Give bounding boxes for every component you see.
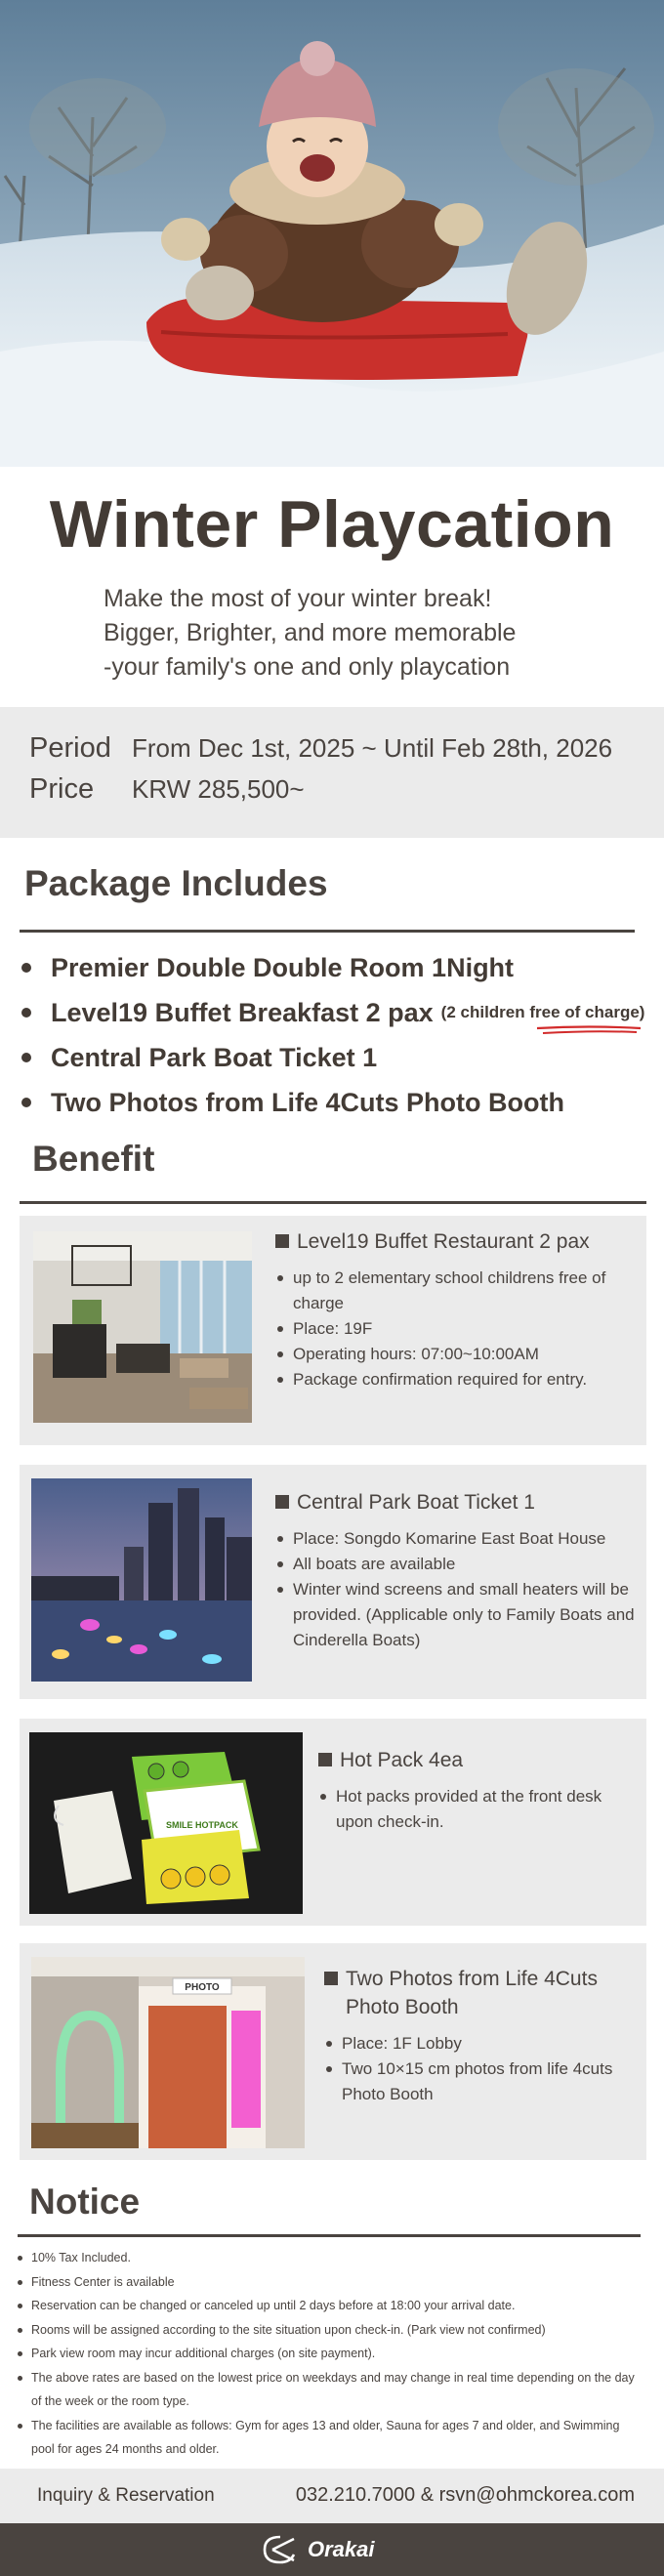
photo-booth-photo bbox=[31, 1957, 305, 2148]
footer bbox=[0, 2523, 664, 2576]
bullet-dot bbox=[21, 1098, 31, 1107]
list-item: All boats are available bbox=[275, 1552, 646, 1577]
period-label: Period bbox=[29, 732, 111, 764]
card-title bbox=[275, 1227, 637, 1256]
benefit-card-boat bbox=[20, 1465, 646, 1699]
square-bullet-icon bbox=[324, 1972, 338, 1985]
list-item: The above rates are based on the lowest price on weekdays and may change in real time depending on the day of the week or the room type. bbox=[18, 2366, 643, 2414]
card-title-text: Level19 Buffet Restaurant 2 pax bbox=[297, 1230, 590, 1253]
package-list bbox=[21, 945, 656, 1125]
list-item: Hot packs provided at the front desk upon check-in. bbox=[318, 1784, 641, 1835]
square-bullet-icon bbox=[275, 1495, 289, 1509]
package-item-text: Level19 Buffet Breakfast 2 pax bbox=[51, 997, 434, 1027]
orakai-logo-icon bbox=[259, 2533, 302, 2566]
svg-text:SMILE HOTPACK: SMILE HOTPACK bbox=[166, 1820, 238, 1830]
notice-list bbox=[18, 2246, 643, 2462]
page-title: Winter Playcation bbox=[49, 487, 615, 561]
package-item-text: Two Photos from Life 4Cuts Photo Booth bbox=[51, 1087, 564, 1117]
benefit-card-photobooth bbox=[20, 1943, 646, 2160]
subtitle-line: Bigger, Brighter, and more memorable bbox=[104, 619, 517, 646]
divider bbox=[20, 1201, 646, 1204]
package-item-note-text: (2 children free of charge) bbox=[440, 1003, 645, 1021]
list-item: The facilities are available as follows: Gym for ages 13 and older, Sauna for ages 7 and older, and Swimming pool for ages 24 months and older. bbox=[18, 2414, 643, 2462]
package-item-note bbox=[441, 1003, 645, 1022]
card-bullets bbox=[324, 2031, 637, 2107]
subtitle-line: -your family's one and only playcation bbox=[104, 653, 511, 681]
package-item-text: Central Park Boat Ticket 1 bbox=[51, 1042, 378, 1072]
card-title bbox=[324, 1965, 637, 2021]
card-info bbox=[318, 1746, 641, 1835]
list-item: Rooms will be assigned according to the site situation upon check-in. (Park view not confirmed) bbox=[18, 2318, 643, 2343]
list-item: Fitness Center is available bbox=[18, 2270, 643, 2295]
card-title bbox=[275, 1488, 646, 1517]
period-price-band bbox=[0, 707, 664, 838]
period-value: From Dec 1st, 2025 ~ Until Feb 28th, 2026 bbox=[132, 733, 613, 763]
list-item: Winter wind screens and small heaters will be provided. (Applicable only to Family Boats and Cinderella Boats) bbox=[275, 1577, 646, 1653]
card-bullets bbox=[275, 1526, 646, 1653]
buffet-restaurant-photo bbox=[33, 1231, 252, 1423]
list-item bbox=[21, 990, 656, 1035]
hero-image bbox=[0, 0, 664, 467]
card-bullets bbox=[275, 1266, 637, 1392]
subtitle bbox=[104, 582, 611, 685]
list-item: 10% Tax Included. bbox=[18, 2246, 643, 2270]
red-underline-icon bbox=[535, 1024, 643, 1036]
period-row bbox=[29, 732, 612, 771]
list-item: Reservation can be changed or canceled up until 2 days before at 18:00 your arrival date. bbox=[18, 2294, 643, 2318]
benefit-heading: Benefit bbox=[32, 1139, 155, 1179]
card-info bbox=[324, 1965, 637, 2107]
list-item: Two 10×15 cm photos from life 4cuts Photo Booth bbox=[324, 2057, 637, 2107]
contact-label: Inquiry & Reservation bbox=[37, 2485, 215, 2506]
contact-link[interactable]: 032.210.7000 & rsvn@ohmckorea.com bbox=[295, 2484, 635, 2506]
subtitle-line: Make the most of your winter break! bbox=[104, 585, 492, 612]
card-info bbox=[275, 1488, 646, 1653]
card-bullets bbox=[318, 1784, 641, 1835]
list-item: Package confirmation required for entry. bbox=[275, 1367, 637, 1392]
list-item: up to 2 elementary school childrens free of charge bbox=[275, 1266, 637, 1316]
square-bullet-icon bbox=[275, 1234, 289, 1248]
logo-text: Orakai bbox=[308, 2537, 375, 2561]
notice-heading: Notice bbox=[29, 2181, 141, 2222]
brand-logo[interactable] bbox=[259, 2533, 375, 2566]
bullet-dot bbox=[21, 1008, 31, 1018]
divider bbox=[18, 2234, 641, 2237]
price-row bbox=[29, 773, 305, 812]
photo-booth-sign: PHOTO bbox=[185, 1982, 220, 1993]
hot-pack-photo bbox=[29, 1732, 303, 1914]
square-bullet-icon bbox=[318, 1753, 332, 1766]
card-title-text: Central Park Boat Ticket 1 bbox=[297, 1491, 535, 1514]
package-heading: Package Includes bbox=[24, 863, 328, 903]
central-park-night-boats-photo bbox=[31, 1478, 252, 1682]
benefit-card-buffet bbox=[20, 1216, 646, 1445]
list-item: Place: Songdo Komarine East Boat House bbox=[275, 1526, 646, 1552]
list-item bbox=[21, 945, 656, 990]
card-info bbox=[275, 1227, 637, 1392]
price-value: KRW 285,500~ bbox=[132, 774, 305, 804]
list-item: Operating hours: 07:00~10:00AM bbox=[275, 1342, 637, 1367]
list-item bbox=[21, 1035, 656, 1080]
divider bbox=[20, 930, 635, 933]
list-item bbox=[21, 1080, 656, 1125]
hot-pack-label bbox=[166, 1820, 238, 1830]
price-label: Price bbox=[29, 773, 95, 805]
contact-band bbox=[0, 2469, 664, 2523]
card-title-text: Two Photos from Life 4Cuts Photo Booth bbox=[346, 1968, 598, 2018]
list-item: Place: 19F bbox=[275, 1316, 637, 1342]
benefit-card-hotpack bbox=[20, 1719, 646, 1926]
package-item-text: Premier Double Double Room 1Night bbox=[51, 952, 515, 982]
bullet-dot bbox=[21, 1053, 31, 1062]
card-title-text: Hot Pack 4ea bbox=[340, 1749, 464, 1771]
list-item: Park view room may incur additional charges (on site payment). bbox=[18, 2342, 643, 2366]
bullet-dot bbox=[21, 963, 31, 973]
list-item: Place: 1F Lobby bbox=[324, 2031, 637, 2057]
card-title bbox=[318, 1746, 641, 1774]
